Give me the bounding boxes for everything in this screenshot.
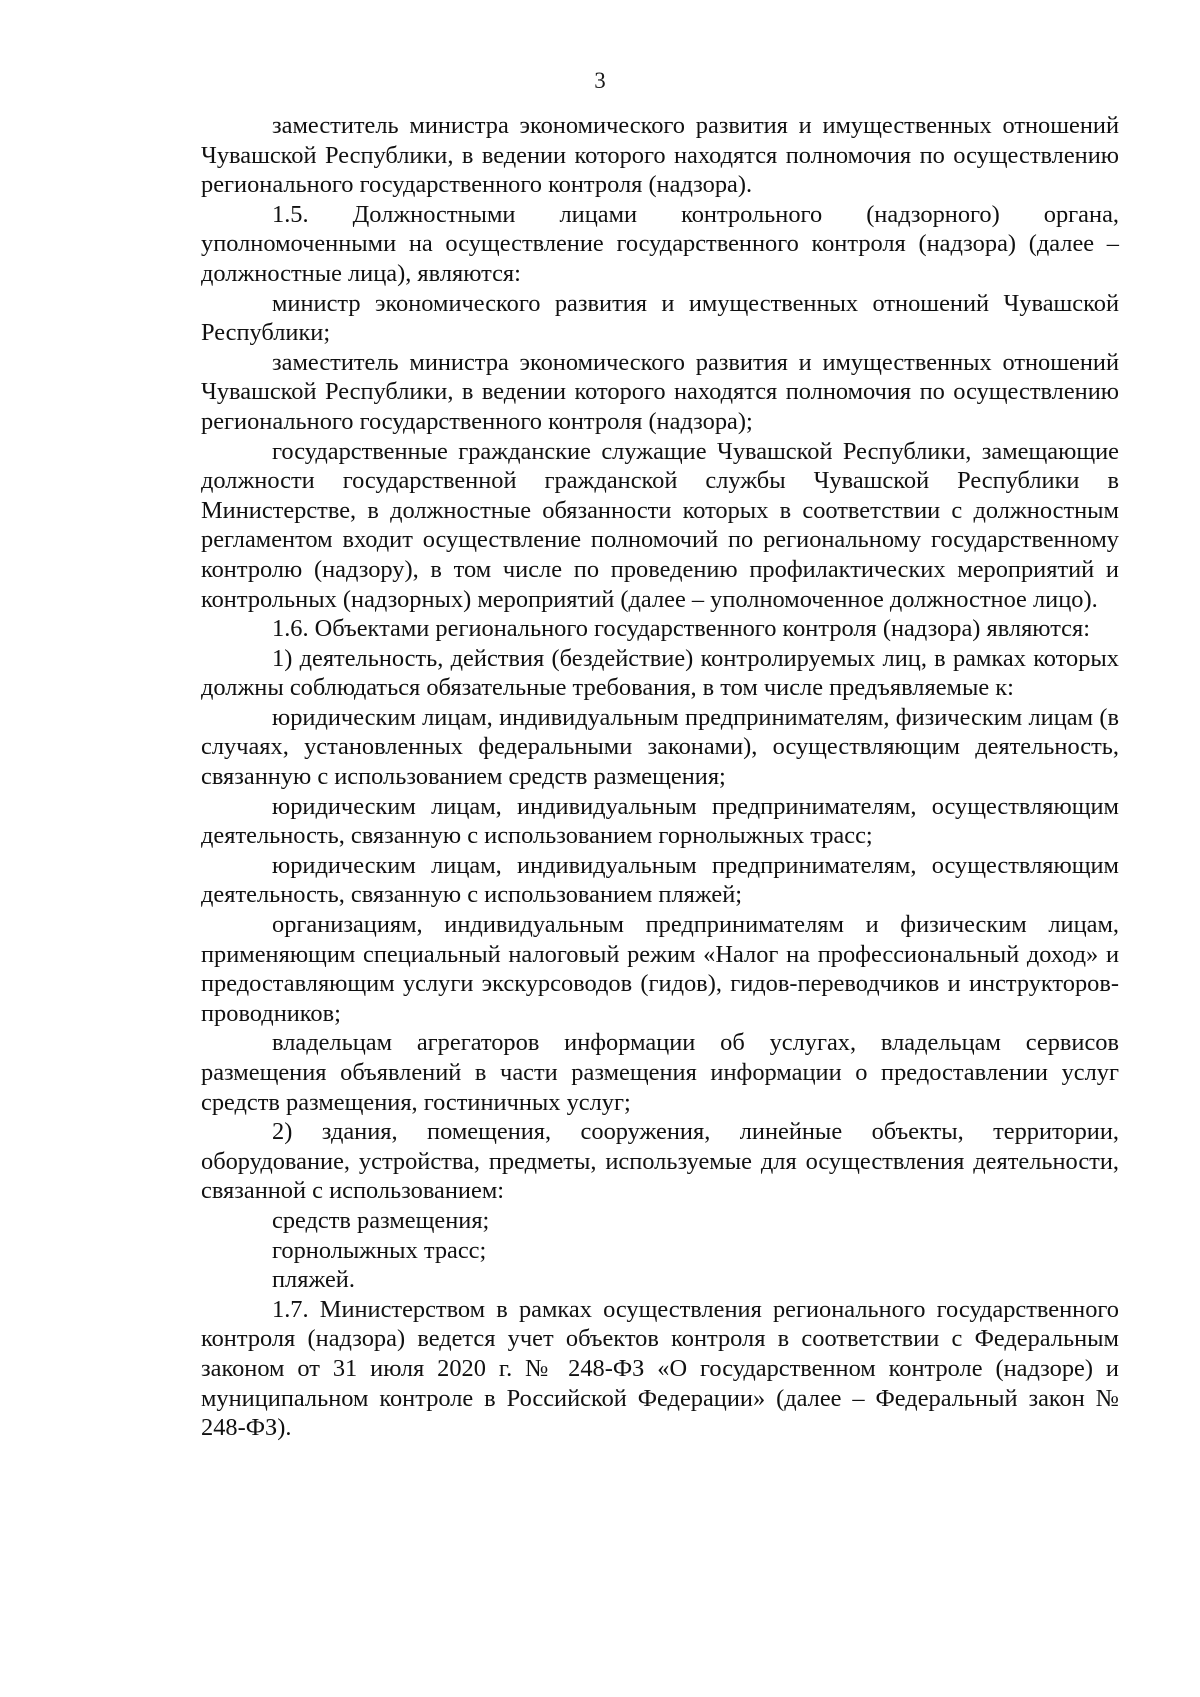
paragraph-beach-entities: юридическим лицам, индивидуальным предпринимателям, осуществляющим деятельность, связанную с использованием пляжей; xyxy=(201,851,1119,909)
paragraph-1-7-registry: 1.7. Министерством в рамках осуществления регионального государственного контроля (надзора) ведется учет объектов контроля в соответствии с Федеральным законом от 31 июля 2020 г. № 248-ФЗ «О государственном контроле (надзоре) и муниципальном контроле в Российской Федерации» (далее – Федеральный закон № 248-ФЗ). xyxy=(201,1295,1119,1442)
paragraph-minister: министр экономического развития и имущественных отношений Чувашской Республики; xyxy=(201,289,1119,347)
list-item-ski-slopes: горнолыжных трасс; xyxy=(272,1236,487,1264)
paragraph-aggregator-owners: владельцам агрегаторов информации об услугах, владельцам сервисов размещения объявлений в части размещения информации о предоставлении услуг средств размещения, гостиничных услуг; xyxy=(201,1029,1119,1116)
paragraph-item-1-activities: 1) деятельность, действия (бездействие) контролируемых лиц, в рамках которых должны соблюдаться обязательные требования, в том числе предъявляемые к: xyxy=(201,644,1119,702)
paragraph-1-5-officials: 1.5. Должностными лицами контрольного (надзорного) органа, уполномоченными на осуществление государственного контроля (надзора) (далее – должностные лица), являются: xyxy=(201,200,1119,287)
paragraph-deputy-minister: заместитель министра экономического развития и имущественных отношений Чувашской Республики, в ведении которого находятся полномочия по осуществлению регионального государственного контроля (надзора); xyxy=(201,348,1119,435)
paragraph-accommodation-entities: юридическим лицам, индивидуальным предпринимателям, физическим лицам (в случаях, установленных федеральными законами), осуществляющим деятельность, связанную с использованием средств размещения; xyxy=(201,703,1119,791)
paragraph-deputy-minister-continued: заместитель министра экономического развития и имущественных отношений Чувашской Республики, в ведении которого находятся полномочия по осуществлению регионального государственного контроля (надзора). xyxy=(201,112,1119,199)
paragraph-item-2-buildings: 2) здания, помещения, сооружения, линейные объекты, территории, оборудование, устройства, предметы, используемые для осуществления деятельности, связанной с использованием: xyxy=(201,1118,1119,1205)
list-item-beaches: пляжей. xyxy=(272,1266,355,1294)
paragraph-guides-entities: организациям, индивидуальным предпринимателям и физическим лицам, применяющим специальный налоговый режим «Налог на профессиональный доход» и предоставляющим услуги экскурсоводов (гидов), гидов-переводчиков и инструкторов-проводников; xyxy=(201,911,1119,1027)
list-item-accommodation: средств размещения; xyxy=(272,1206,490,1234)
paragraph-ski-slope-entities: юридическим лицам, индивидуальным предпринимателям, осуществляющим деятельность, связанную с использованием горнолыжных трасс; xyxy=(201,792,1119,850)
paragraph-1-6-objects: 1.6. Объектами регионального государственного контроля (надзора) являются: xyxy=(272,615,1090,643)
paragraph-civil-servants: государственные гражданские служащие Чувашской Республики, замещающие должности государственной гражданской службы Чувашской Республики в Министерстве, в должностные обязанности которых в соответствии с должностным регламентом входит осуществление полномочий по региональному государственному контролю (надзору), в том числе по проведению профилактических мероприятий и контрольных (надзорных) мероприятий (далее – уполномоченное должностное лицо). xyxy=(201,437,1119,613)
page-number: 3 xyxy=(594,68,606,93)
document-body xyxy=(201,111,1119,1443)
